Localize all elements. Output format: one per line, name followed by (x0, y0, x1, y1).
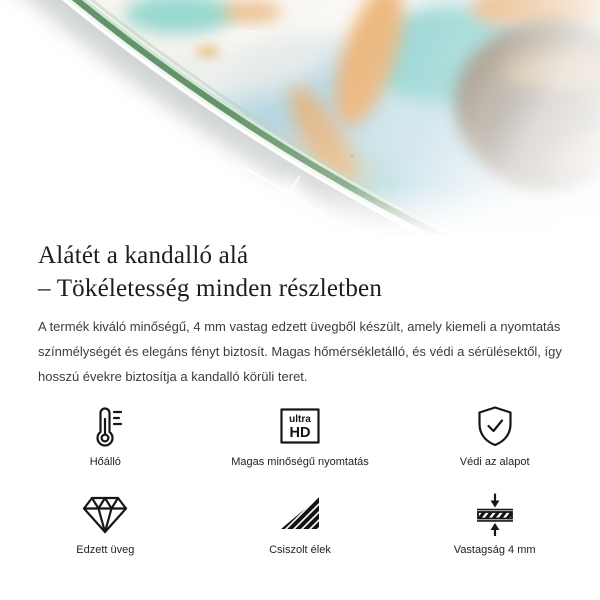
feature-heat-resistant (83, 405, 127, 469)
feature-label: Csiszolt élek (269, 544, 331, 556)
thickness-icon (473, 493, 517, 535)
feature-protects-base (460, 405, 530, 469)
feature-ultra-hd-print (231, 405, 369, 469)
feature-label: Hőálló (89, 456, 121, 468)
diamond-icon (81, 493, 129, 535)
thermometer-icon (83, 405, 127, 447)
ultra-hd-icon-text-top: ultra (289, 414, 311, 425)
glass-disc-art (0, 0, 600, 235)
feature-label: Vastagság 4 mm (453, 544, 536, 556)
feature-label: Edzett üveg (76, 544, 135, 556)
heading-line-1: Alátét a kandalló alá (38, 242, 249, 269)
polished-edge-icon (278, 493, 322, 535)
product-description: A termék kiváló minőségű, 4 mm vastag edzett üvegből készült, amely kiemeli a nyomtatás színmélységét és elegáns fényt biztosít. Magas hőmérsékletálló, és védi a sérülésektől, így hosszú évekre biztosítja a kandalló körüli teret. (38, 319, 562, 384)
feature-thickness-4mm (454, 493, 536, 557)
feature-tempered-glass (76, 493, 134, 557)
shield-check-icon (475, 405, 515, 447)
ultra-hd-icon (280, 405, 320, 447)
product-description-section (0, 235, 600, 557)
feature-grid (8, 405, 592, 557)
feature-polished-edges (269, 493, 331, 557)
glass-disc-image (0, 0, 600, 235)
feature-label: Védi az alapot (459, 456, 530, 468)
feature-label: Magas minőségű nyomtatás (231, 456, 369, 468)
ultra-hd-icon-text-bottom: HD (289, 425, 311, 441)
heading-line-2: – Tökéletesség minden részletben (38, 275, 383, 302)
page-title (38, 239, 562, 305)
